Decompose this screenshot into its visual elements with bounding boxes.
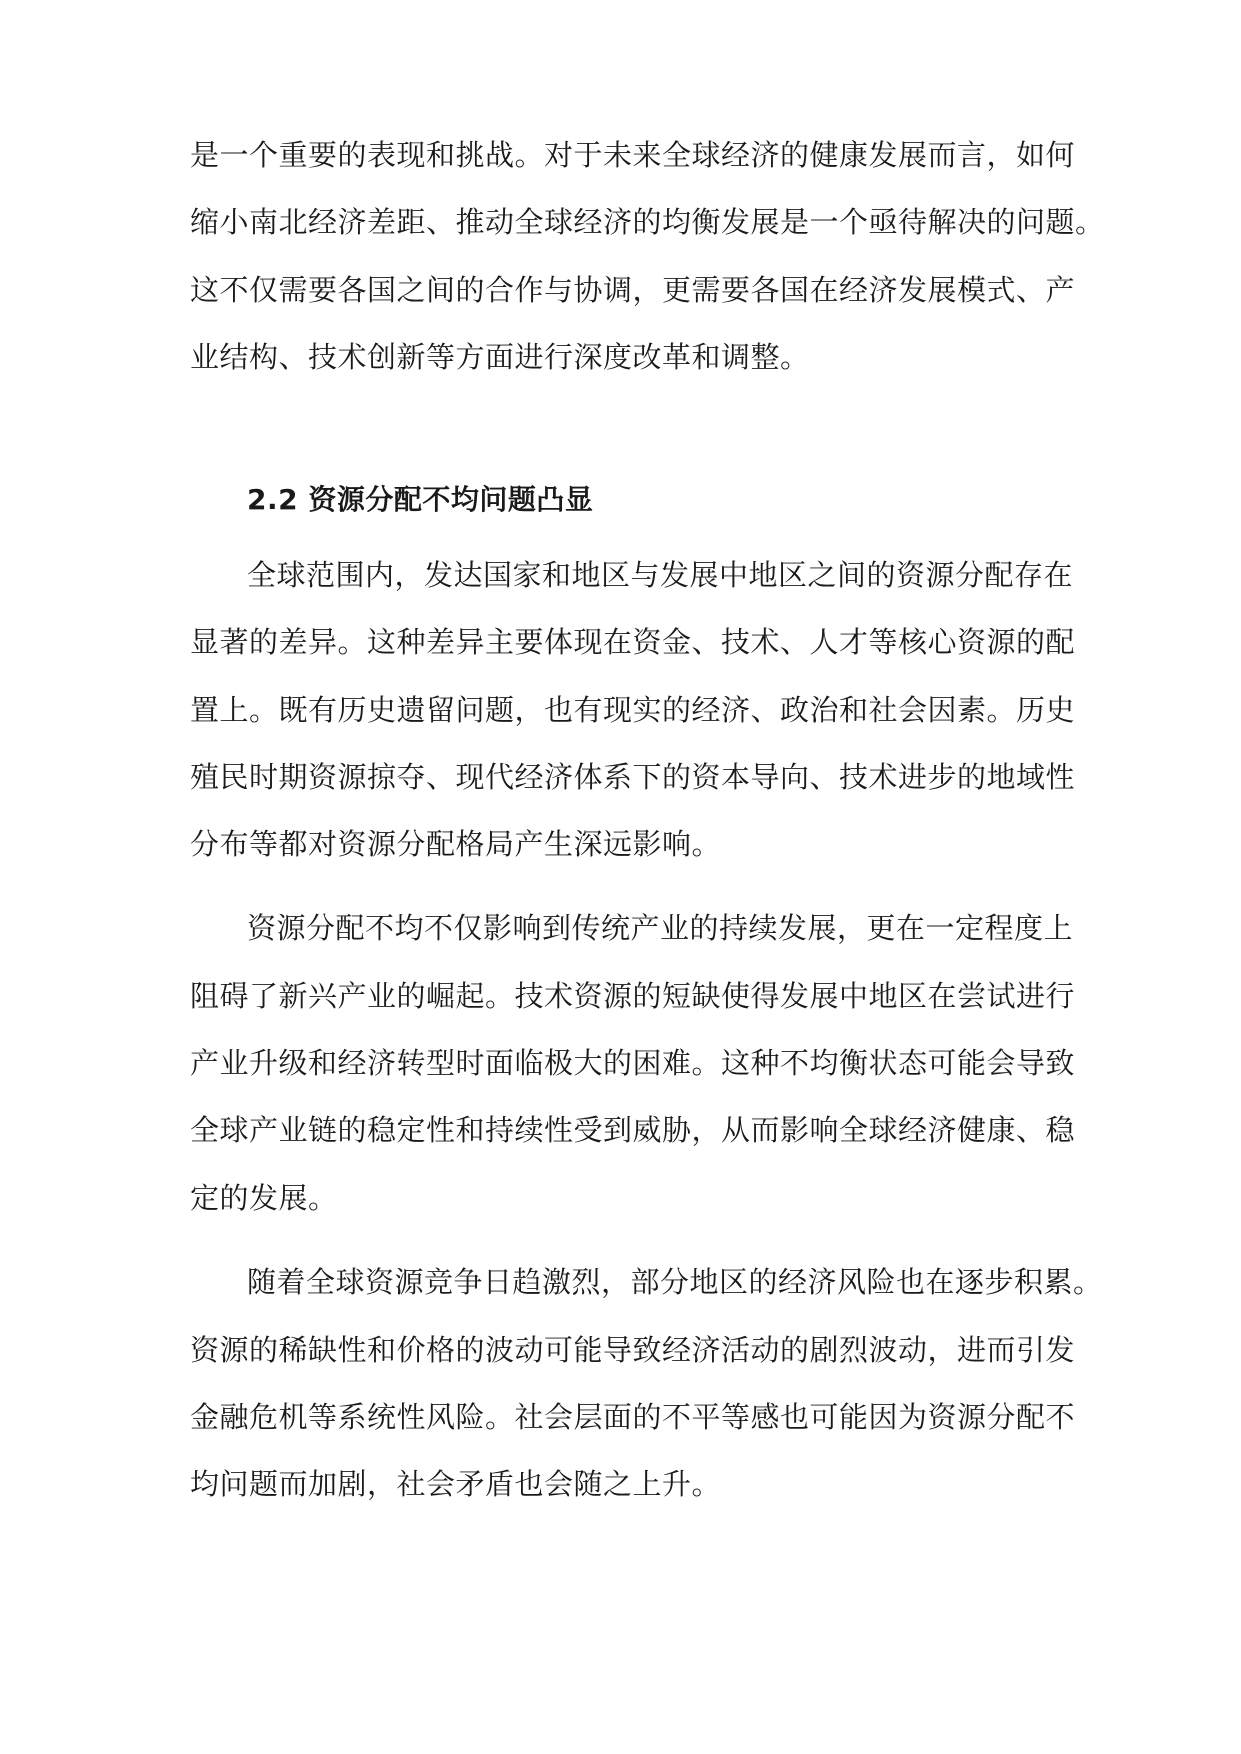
text-line: 均问题而加剧，社会矛盾也会随之上升。 — [190, 1467, 722, 1501]
text-line: 金融危机等系统性风险。社会层面的不平等感也可能因为资源分配不 — [190, 1400, 1076, 1434]
text-line: 资源分配不均不仅影响到传统产业的持续发展，更在一定程度上 — [247, 911, 1074, 945]
text-line: 这不仅需要各国之间的合作与协调，更需要各国在经济发展模式、产 — [190, 273, 1076, 307]
text-line: 业结构、技术创新等方面进行深度改革和调整。 — [190, 340, 810, 374]
text-line: 定的发展。 — [190, 1181, 338, 1215]
text-line: 产业升级和经济转型时面临极大的困难。这种不均衡状态可能会导致 — [190, 1046, 1076, 1080]
text-line: 殖民时期资源掠夺、现代经济体系下的资本导向、技术进步的地域性 — [190, 760, 1076, 794]
text-line: 资源的稀缺性和价格的波动可能导致经济活动的剧烈波动，进而引发 — [190, 1333, 1076, 1367]
text-line: 阻碍了新兴产业的崛起。技术资源的短缺使得发展中地区在尝试进行 — [190, 979, 1076, 1013]
text-line: 随着全球资源竞争日趋激烈，部分地区的经济风险也在逐步积累。 — [247, 1265, 1103, 1299]
text-line: 缩小南北经济差距、推动全球经济的均衡发展是一个亟待解决的问题。 — [190, 205, 1105, 239]
text-line: 全球产业链的稳定性和持续性受到威胁，从而影响全球经济健康、稳 — [190, 1113, 1076, 1147]
text-line: 显著的差异。这种差异主要体现在资金、技术、人才等核心资源的配 — [190, 625, 1076, 659]
text-line: 置上。既有历史遗留问题，也有现实的经济、政治和社会因素。历史 — [190, 693, 1076, 727]
text-line: 是一个重要的表现和挑战。对于未来全球经济的健康发展而言，如何 — [190, 138, 1076, 172]
section-heading: 2.2 资源分配不均问题凸显 — [247, 483, 594, 516]
text-line: 全球范围内，发达国家和地区与发展中地区之间的资源分配存在 — [247, 558, 1074, 592]
text-line: 分布等都对资源分配格局产生深远影响。 — [190, 827, 722, 861]
